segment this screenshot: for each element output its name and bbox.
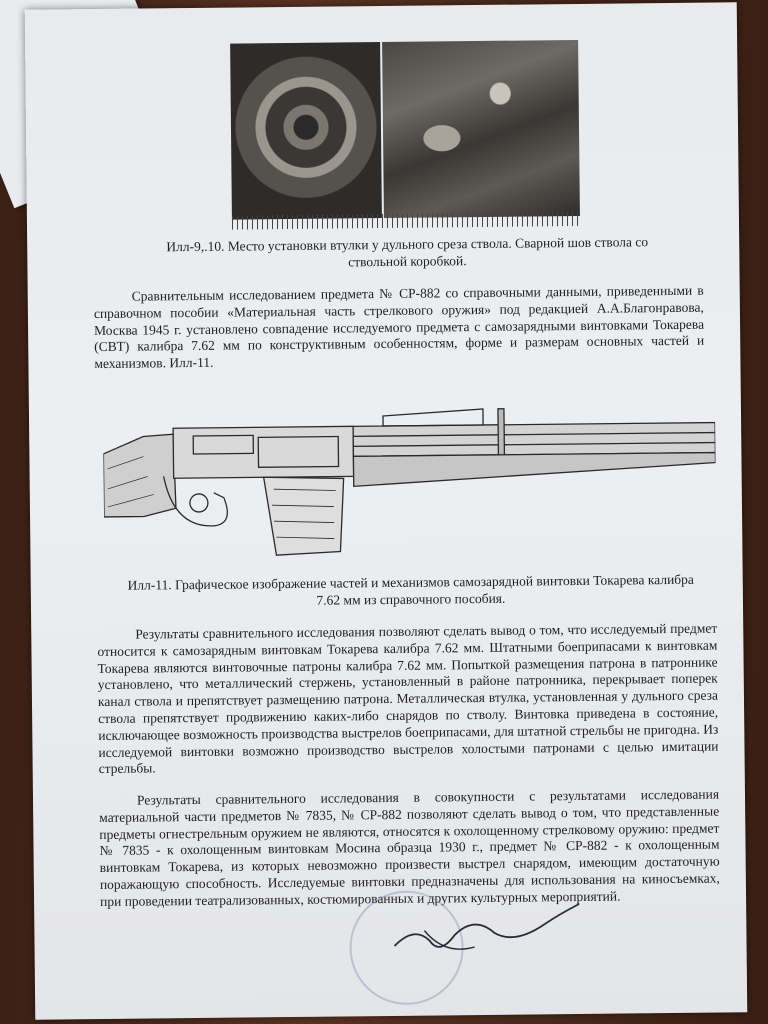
document-page bbox=[25, 2, 748, 1019]
paragraph-results: Результаты сравнительного исследования позволяют сделать вывод о том, что исследуемый предмет относится к самозарядным винтовкам Токарева калибра 7.62 мм. Штатными боеприпасами к винтовкам Токарева являются винтовочные патроны калибра 7.62 мм. Попыткой размещения патрона в патроннике установлено, что металлический стержень, установленный в районе патронника, перекрывает поперек канал ствола и препятствует размещению патрона. Металлическая втулка, установленная у дульного среза ствола препятствует продвижению каких-либо снарядов по стволу. Винтовка приведена в состояние, исключающее возможность производства выстрелов боеприпасами, для штатной стрельбы не пригодна. Из исследуемой винтовки возможно производство выстрелов холостыми патронами с целью имитации стрельбы. bbox=[97, 620, 719, 777]
weld-seam-photo bbox=[382, 40, 580, 218]
handwritten-signature bbox=[384, 884, 585, 966]
paragraph-conclusion: Результаты сравнительного исследования в совокупности с результатами исследования материальной части предметов № 7835, № СР-882 позволяют сделать вывод о том, что представленные предметы огнестрельным оружием не являются, относятся к охолощенному стрелковому оружию: предмет № 7835 - к охолощенным винтовкам Мосина образца 1930 г., предмет № СР-882 - к охолощенным винтовкам Токарева, из которых невозможно произвести выстрел снарядом, имеющим достаточную поражающую способность. Исследуемые винтовки предназначены для использования на киносъемках, при проведении театрализованных, костюмированных и других культурных мероприятий. bbox=[99, 786, 720, 909]
scale-ruler bbox=[232, 212, 582, 230]
muzzle-photo bbox=[230, 42, 382, 220]
paragraph-comparison: Сравнительным исследованием предмета № СР-882 со справочными данными, приведенными в справочном пособии «Материальная часть стрелкового оружия» под редакцией А.А.Благонравова, Москва 1945 г. установлено совпадение исследуемого предмета с самозарядными винтовками Токарева (СВТ) калибра 7.62 мм по конструктивным особенностям, форме и размерам основных частей и механизмов. Илл-11. bbox=[93, 282, 705, 372]
photo-group bbox=[230, 40, 582, 220]
caption-illustrations-9-10: Илл-9,.10. Место установки втулки у дульного среза ствола. Сварной шов ствола со ствольной коробкой. bbox=[166, 234, 649, 270]
caption-illustration-11: Илл-11. Графическое изображение частей и механизмов самозарядной винтовки Токарева калибра 7.62 мм из справочного пособия. bbox=[127, 571, 694, 608]
rifle-diagram bbox=[103, 393, 717, 567]
